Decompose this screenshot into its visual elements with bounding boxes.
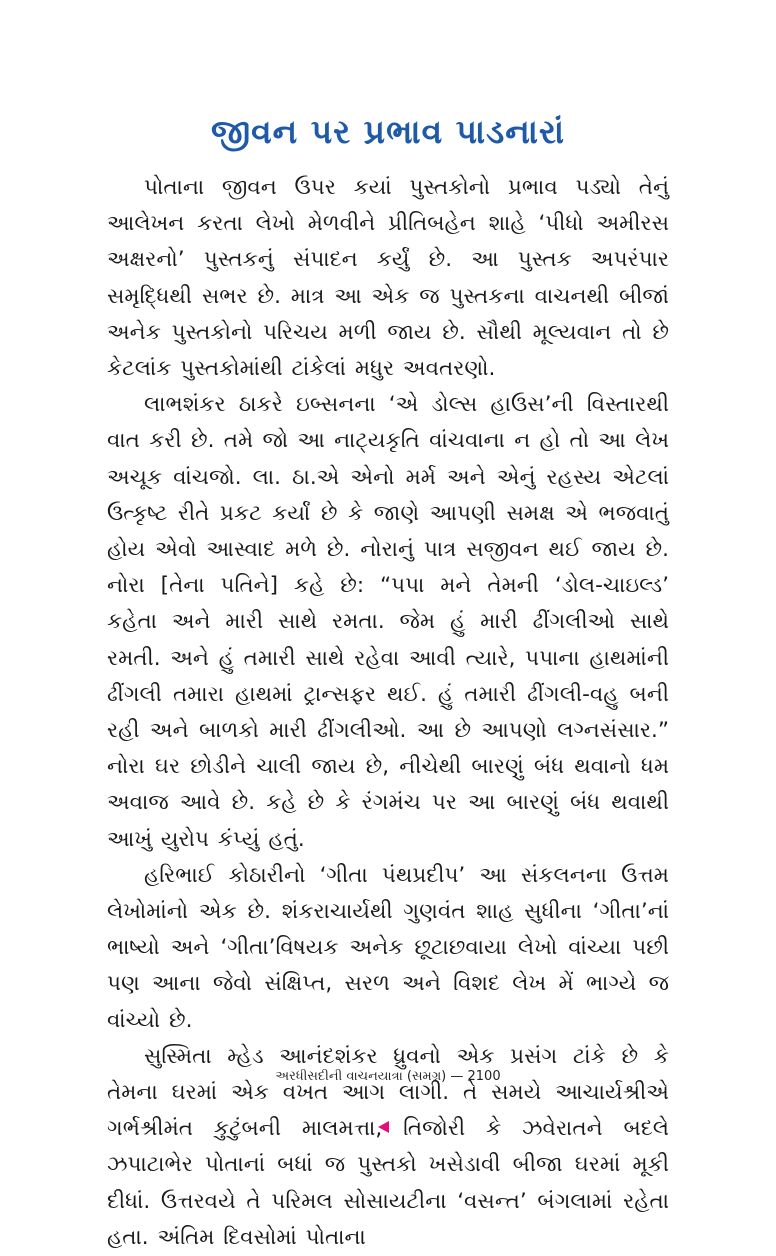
page-title: જીવન પર પ્રભાવ પાડનારાં: [210, 112, 566, 151]
paragraph: સુસ્મિતા મ્હેડ આનંદશંકર ધ્રુવનો એક પ્રસંગ ટાંકે છે કે તેમના ઘરમાં એક વખત આગ લાગી. તે સમયે આચાર્યશ્રીએ ગર્ભશ્રીમંત કુટુંબની માલમત્તા, તિજોરી કે ઝવેરાતને બદલે ઝપાટાભેર પોતાનાં બધાં જ પુસ્તકો ખસેડાવી બીજા ઘરમાં મૂકી દીધાં. ઉત્તરવયે તે પરિમલ સોસાયટીના ‘વસન્ત’ બંગલામાં રહેતા હતા. અંતિમ દિવસોમાં પોતાના: [107, 1043, 669, 1250]
page-footer: અરધીસદીની વાચનયાત્રા (સમગ્ર) — 2100: [275, 1069, 501, 1084]
paragraph: લાભશંકર ઠાકરે ઇબ્સનના ‘એ ડોલ્સ હાઉસ’ની વિસ્તારથી વાત કરી છે. તમે જો આ નાટ્યકૃતિ વાંચવાના ન હો તો આ લેખ અચૂક વાંચજો. લા. ઠા.એ એનો મર્મ અને એનું રહસ્ય એટલાં ઉત્કૃષ્ટ રીતે પ્રકટ કર્યાં છે કે જાણે આપણી સમક્ષ એ ભજવાતું હોય એવો આસ્વાદ મળે છે. નોરાનું પાત્ર સજીવન થઈ જાય છે. નોરા [તેના પતિને] કહે છે: “પપા મને તેમની ‘ડોલ-ચાઇલ્ડ’ કહેતા અને મારી સાથે રમતા. જેમ હું મારી ઢીંગલીઓ સાથે રમતી. અને હું તમારી સાથે રહેવા આવી ત્યારે, પપાના હાથમાંની ઢીંગલી તમારા હાથમાં ટ્રાન્સફર થઈ. હું તમારી ઢીંગલી-વહુ બની રહી અને બાળકો મારી ઢીંગલીઓ. આ છે આપણો લગ્નસંસાર.” નોરા ઘર છોડીને ચાલી જાય છે, નીચેથી બારણું બંધ થવાનો ધમ અવાજ આવે છે. કહે છે કે રંગમંચ પર આ બારણું બંધ થવાથી આખું યુરોપ કંપ્યું હતું.: [107, 392, 669, 852]
previous-page-arrow-icon[interactable]: [378, 1121, 389, 1133]
paragraph: પોતાના જીવન ઉપર કયાં પુસ્તકોનો પ્રભાવ પડ્યો તેનું આલેખન કરતા લેખો મેળવીને પ્રીતિબહેન શાહે ‘પીધો અમીરસ અક્ષરનો’ પુસ્તકનું સંપાદન કર્યું છે. આ પુસ્તક અપરંપાર સમૃદ્ધિથી સભર છે. માત્ર આ એક જ પુસ્તકના વાચનથી બીજાં અનેક પુસ્તકોનો પરિચય મળી જાય છે. સૌથી મૂલ્યવાન તો છે કેટલાંક પુસ્તકોમાંથી ટાંકેલાં મધુર અવતરણો.: [107, 175, 669, 382]
body-text: [107, 170, 669, 1256]
paragraph: હરિભાઈ કોઠારીનો ‘ગીતા પંથપ્રદીપ’ આ સંકલનના ઉત્તમ લેખોમાંનો એક છે. શંકરાચાર્યથી ગુણવંત શાહ સુધીના ‘ગીતા’નાં ભાષ્યો અને ‘ગીતા’વિષયક અનેક છૂટાછવાયા લેખો વાંચ્યા પછી પણ આના જેવો સંક્ષિપ્ત, સરળ અને વિશદ લેખ મેં ભાગ્યે જ વાંચ્યો છે.: [107, 862, 669, 1033]
